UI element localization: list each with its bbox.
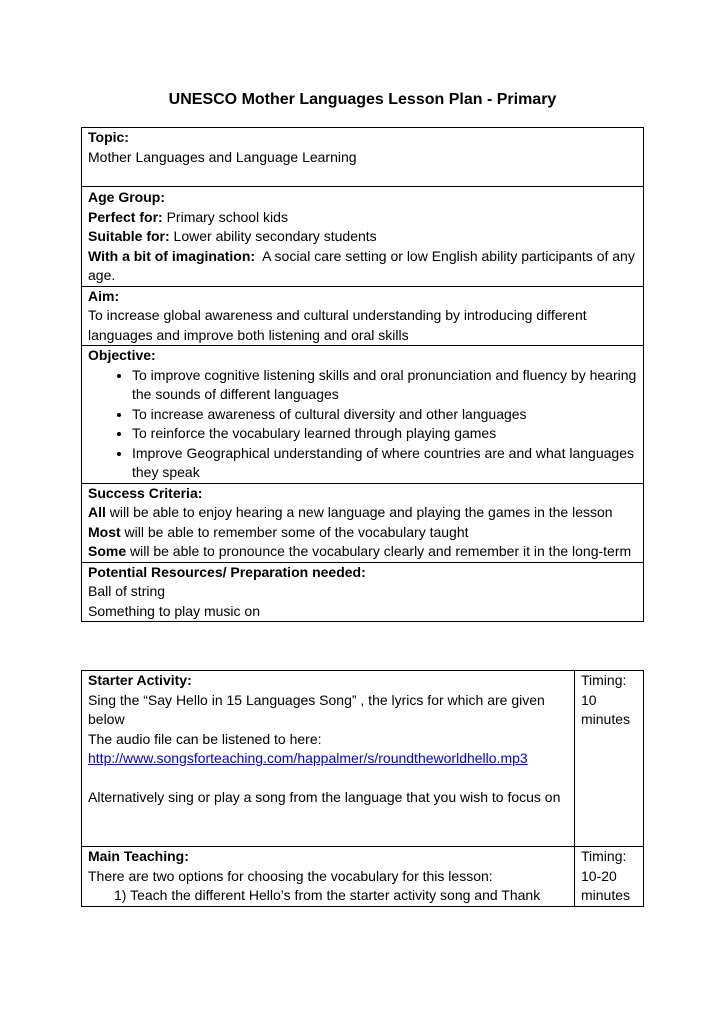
success-heading: Success Criteria: xyxy=(88,484,203,501)
age-group-heading: Age Group: xyxy=(88,189,165,205)
success-most-line xyxy=(88,523,637,543)
age-group-row xyxy=(82,187,644,287)
perfect-for-label: Perfect for: xyxy=(88,208,163,225)
resources-heading: Potential Resources/ Preparation needed: xyxy=(88,563,366,580)
success-some-text: will be able to pronounce the vocabulary clearly and remember it in the long-term xyxy=(126,543,632,559)
suitable-for-label: Suitable for: xyxy=(88,228,170,244)
objective-item: • Improve Geographical understanding of where countries are and what languages they speak xyxy=(132,444,637,483)
objective-row xyxy=(82,346,644,484)
aim-row xyxy=(82,286,644,346)
success-most-text: will be able to remember some of the vocabulary taught xyxy=(120,523,469,540)
starter-heading: Starter Activity: xyxy=(88,672,192,688)
topic-text: Mother Languages and Language Learning xyxy=(88,148,357,165)
success-criteria-row xyxy=(82,483,644,562)
audio-file-link[interactable]: http://www.songsforteaching.com/happalmer/s/roundtheworldhello.mp3 xyxy=(88,750,528,766)
resource-item: Something to play music on xyxy=(88,602,260,619)
success-most-label: Most xyxy=(88,523,121,540)
objective-item: • To improve cognitive listening skills and oral pronunciation and fluency by hearing the sounds of different languages xyxy=(132,366,637,405)
main-heading: Main Teaching: xyxy=(88,848,189,864)
starter-line-2: The audio file can be listened to here: xyxy=(88,730,322,747)
resource-item: Ball of string xyxy=(88,583,166,599)
success-some-line xyxy=(88,542,637,562)
objective-list xyxy=(88,366,637,483)
starter-line-3: Alternatively sing or play a song from the language that you wish to focus on xyxy=(88,789,561,805)
main-options-list xyxy=(88,886,568,906)
suitable-for-text: Lower ability secondary students xyxy=(169,228,377,244)
success-all-label: All xyxy=(88,504,106,520)
objective-item: • To increase awareness of cultural diversity and other languages xyxy=(132,405,637,425)
main-timing: Timing: 10-20 minutes xyxy=(575,847,644,907)
topic-heading: Topic: xyxy=(88,129,129,145)
lesson-plan-table xyxy=(81,127,644,622)
perfect-for-line xyxy=(88,208,637,228)
suitable-for-line xyxy=(88,227,637,247)
objective-heading: Objective: xyxy=(88,347,156,363)
activity-table xyxy=(81,670,644,907)
success-all-text: will be able to enjoy hearing a new language and playing the games in the lesson xyxy=(105,504,613,520)
success-all-line xyxy=(88,503,637,523)
perfect-for-text: Primary school kids xyxy=(162,208,288,225)
starter-row xyxy=(82,671,644,847)
main-line-1: There are two options for choosing the vocabulary for this lesson: xyxy=(88,867,493,884)
aim-text: To increase global awareness and cultural understanding by introducing different languages and improve both listening and oral skills xyxy=(88,307,587,343)
imagination-label: With a bit of imagination: xyxy=(88,247,256,264)
page-title: UNESCO Mother Languages Lesson Plan - Primary xyxy=(168,91,557,108)
resources-row xyxy=(82,562,644,622)
starter-line-1: Sing the “Say Hello in 15 Languages Song” , the lyrics for which are given below xyxy=(88,691,545,727)
imagination-text: A social care setting or low English ability participants of any age. xyxy=(88,247,639,283)
topic-row xyxy=(82,128,644,187)
main-teaching-row xyxy=(82,847,644,907)
objective-item: • To reinforce the vocabulary learned through playing games xyxy=(132,424,637,444)
imagination-line xyxy=(88,247,637,286)
starter-timing: Timing: 10 minutes xyxy=(575,671,644,847)
aim-heading: Aim: xyxy=(88,287,120,304)
main-option-item: 1) Teach the different Hello’s from the starter activity song and Thank xyxy=(114,887,541,903)
success-some-label: Some xyxy=(88,543,127,559)
